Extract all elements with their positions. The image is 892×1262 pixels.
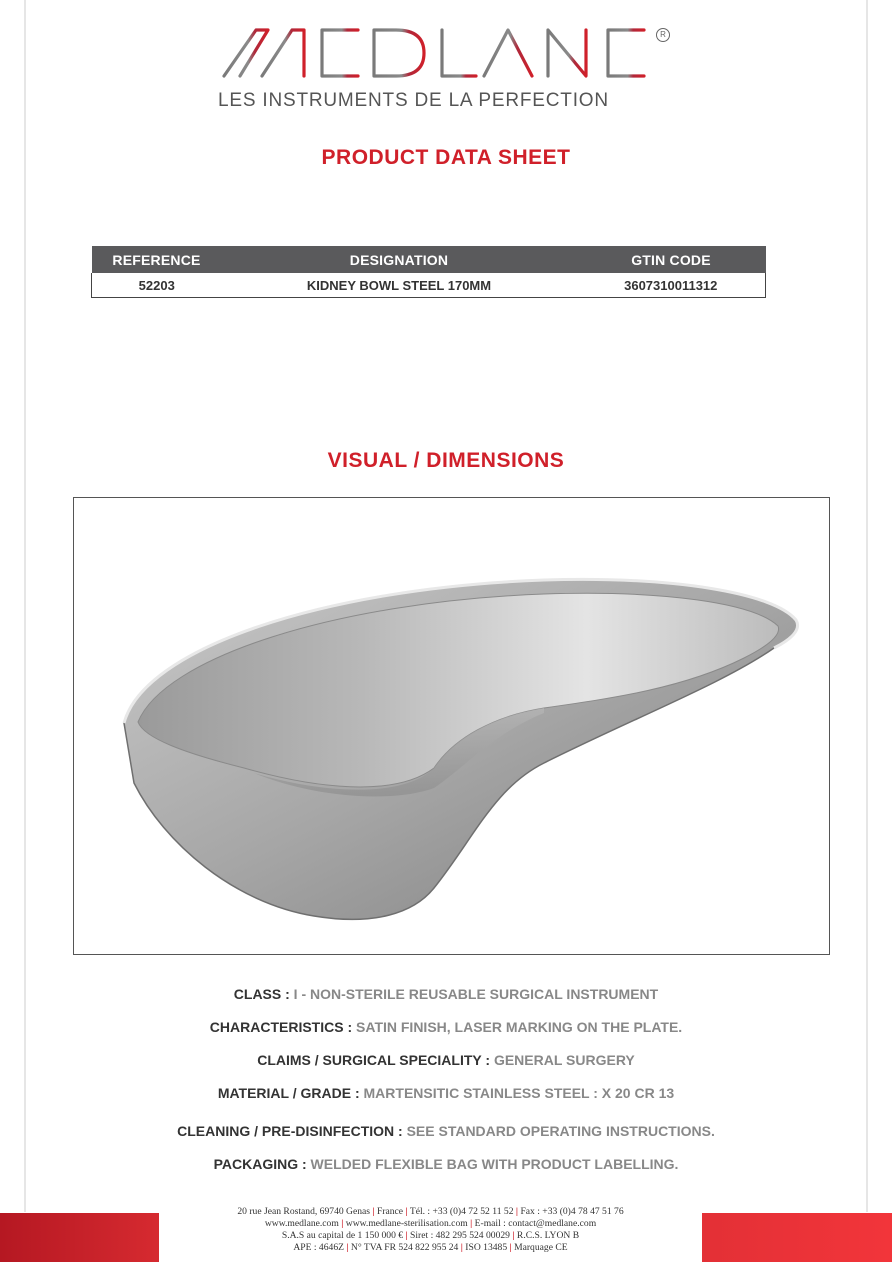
spec-class: CLASS : I - NON-STERILE REUSABLE SURGICAL INSTRUMENT [233,986,659,1002]
footer-bar-right [702,1213,892,1262]
cell-reference: 52203 [92,273,222,298]
footer-line-4: APE : 4646Z | N° TVA FR 524 822 955 24 | ISO 13485 | Marquage CE [293,1242,568,1253]
email-link[interactable]: E-mail : contact@medlane.com [474,1218,597,1229]
product-image-frame [73,497,830,955]
footer-contact [159,1206,702,1254]
spec-characteristics: CHARACTERISTICS : SATIN FINISH, LASER MARKING ON THE PLATE. [209,1019,683,1035]
footer-bar-left [0,1213,159,1262]
footer-line-2: www.medlane.com | www.medlane-sterilisation.com | E-mail : contact@medlane.com [264,1218,597,1229]
visual-dimensions-title: VISUAL / DIMENSIONS [327,449,565,472]
spec-cleaning: CLEANING / PRE-DISINFECTION : SEE STANDARD OPERATING INSTRUCTIONS. [177,1123,715,1139]
header-designation: DESIGNATION [222,246,577,273]
kidney-bowl-image [74,498,829,954]
product-data-sheet-title: PRODUCT DATA SHEET [321,146,571,169]
reference-table-header [92,246,766,273]
spec-packaging: PACKAGING : WELDED FLEXIBLE BAG WITH PRODUCT LABELLING. [213,1156,679,1172]
table-row [92,273,766,298]
cell-gtin: 3607310011312 [577,273,766,298]
spec-claims: CLAIMS / SURGICAL SPECIALITY : GENERAL SURGERY [257,1052,635,1068]
reference-table [91,246,766,298]
footer-line-1: 20 rue Jean Rostand, 69740 Genas | France | Tél. : +33 (0)4 72 52 11 52 | Fax : +33 (0)4 78 47 51 76 [237,1206,624,1217]
brand-tagline: LES INSTRUMENTS DE LA PERFECTION [218,90,609,111]
cell-designation: KIDNEY BOWL STEEL 170MM [222,273,577,298]
registered-mark: R [656,28,670,42]
sterilisation-website-link[interactable]: www.medlane-sterilisation.com [345,1218,468,1229]
website-link[interactable]: www.medlane.com [264,1218,339,1229]
footer-line-3: S.A.S au capital de 1 150 000 € | Siret : 482 295 524 00029 | R.C.S. LYON B [281,1230,580,1241]
header-gtin: GTIN CODE [577,246,766,273]
spec-material: MATERIAL / GRADE : MARTENSITIC STAINLESS STEEL : X 20 CR 13 [217,1085,675,1101]
header-reference: REFERENCE [92,246,222,273]
